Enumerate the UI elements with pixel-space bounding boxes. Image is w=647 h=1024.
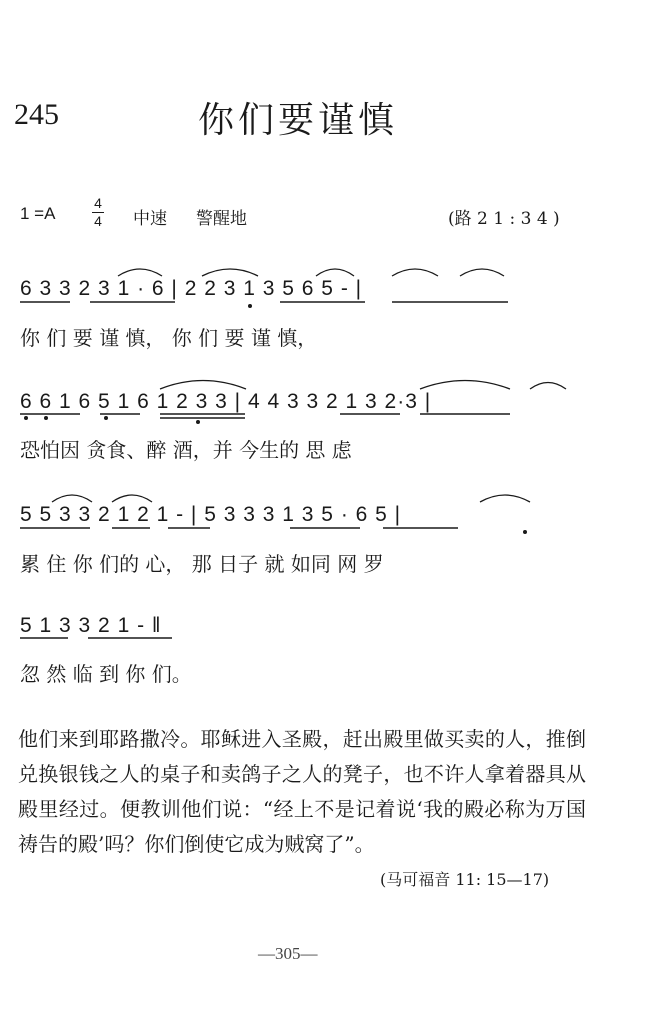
octave-dot — [248, 304, 252, 308]
hymn-number: 245 — [14, 98, 59, 131]
slur-mark — [52, 495, 92, 502]
hymn-title: 你们要谨慎 — [198, 100, 399, 141]
lyrics-line-4: 忽 然 临 到 你 们。 — [20, 662, 192, 686]
octave-dot — [24, 416, 28, 420]
slur-mark — [160, 381, 246, 390]
octave-dot — [104, 416, 108, 420]
notation-line-2: 6 6 1 6 5 1 6 1 2 3 3 | 4 4 3 3 2 1 3 2·3 | — [20, 390, 432, 413]
lyrics-line-1: 你 们 要 谨 慎， 你 们 要 谨 慎， — [20, 326, 318, 350]
notation-line-3: 5 5 3 3 2 1 2 1 - | 5 3 3 3 1 3 5 · 6 5 | — [20, 503, 402, 526]
slur-mark — [112, 495, 152, 502]
key-signature: 1 =A — [20, 204, 56, 223]
notation-line-1: 6 3 3 2 3 1 · 6 | 2 2 3 1 3 5 6 5 - | — [20, 277, 363, 300]
slur-mark — [420, 381, 510, 390]
lyrics-line-2: 恐怕因 贪食、醉 酒，并 今生的 思 虑 — [20, 438, 352, 462]
slur-mark — [530, 383, 566, 390]
slur-mark — [480, 495, 530, 502]
octave-dot — [196, 420, 200, 424]
slur-mark — [202, 269, 258, 276]
expression-marking: 警醒地 — [196, 209, 247, 229]
page-number: —305— — [258, 944, 318, 963]
slur-mark — [392, 269, 438, 276]
notation-line-4: 5 1 3 3 2 1 - ‖ — [20, 614, 162, 637]
slur-mark — [316, 269, 354, 276]
octave-dot — [44, 416, 48, 420]
lyrics-line-3: 累 住 你 们的 心， 那 日子 就 如同 网 罗 — [20, 552, 384, 576]
slur-mark — [118, 269, 162, 276]
scripture-passage: 他们来到耶路撒冷。耶稣进入圣殿，赶出殿里做买卖的人，推倒兑换银钱之人的桌子和卖鸽子之人的凳子，也不许人拿着器具从殿里经过。便教训他们说：“经上不是记着说‘我的殿必称为万国祷告的殿’吗？你们倒使它成为贼窝了”。 — [18, 727, 586, 856]
passage-citation: (马可福音 11: 15—17) — [380, 870, 550, 889]
slur-mark — [460, 269, 504, 276]
octave-dot — [523, 530, 527, 534]
tempo-marking: 中速 — [133, 209, 167, 229]
time-signature-bottom: 4 — [94, 213, 102, 229]
scripture-reference: (路 2 1 : 3 4 ) — [448, 209, 560, 229]
time-signature-top: 4 — [94, 195, 102, 211]
